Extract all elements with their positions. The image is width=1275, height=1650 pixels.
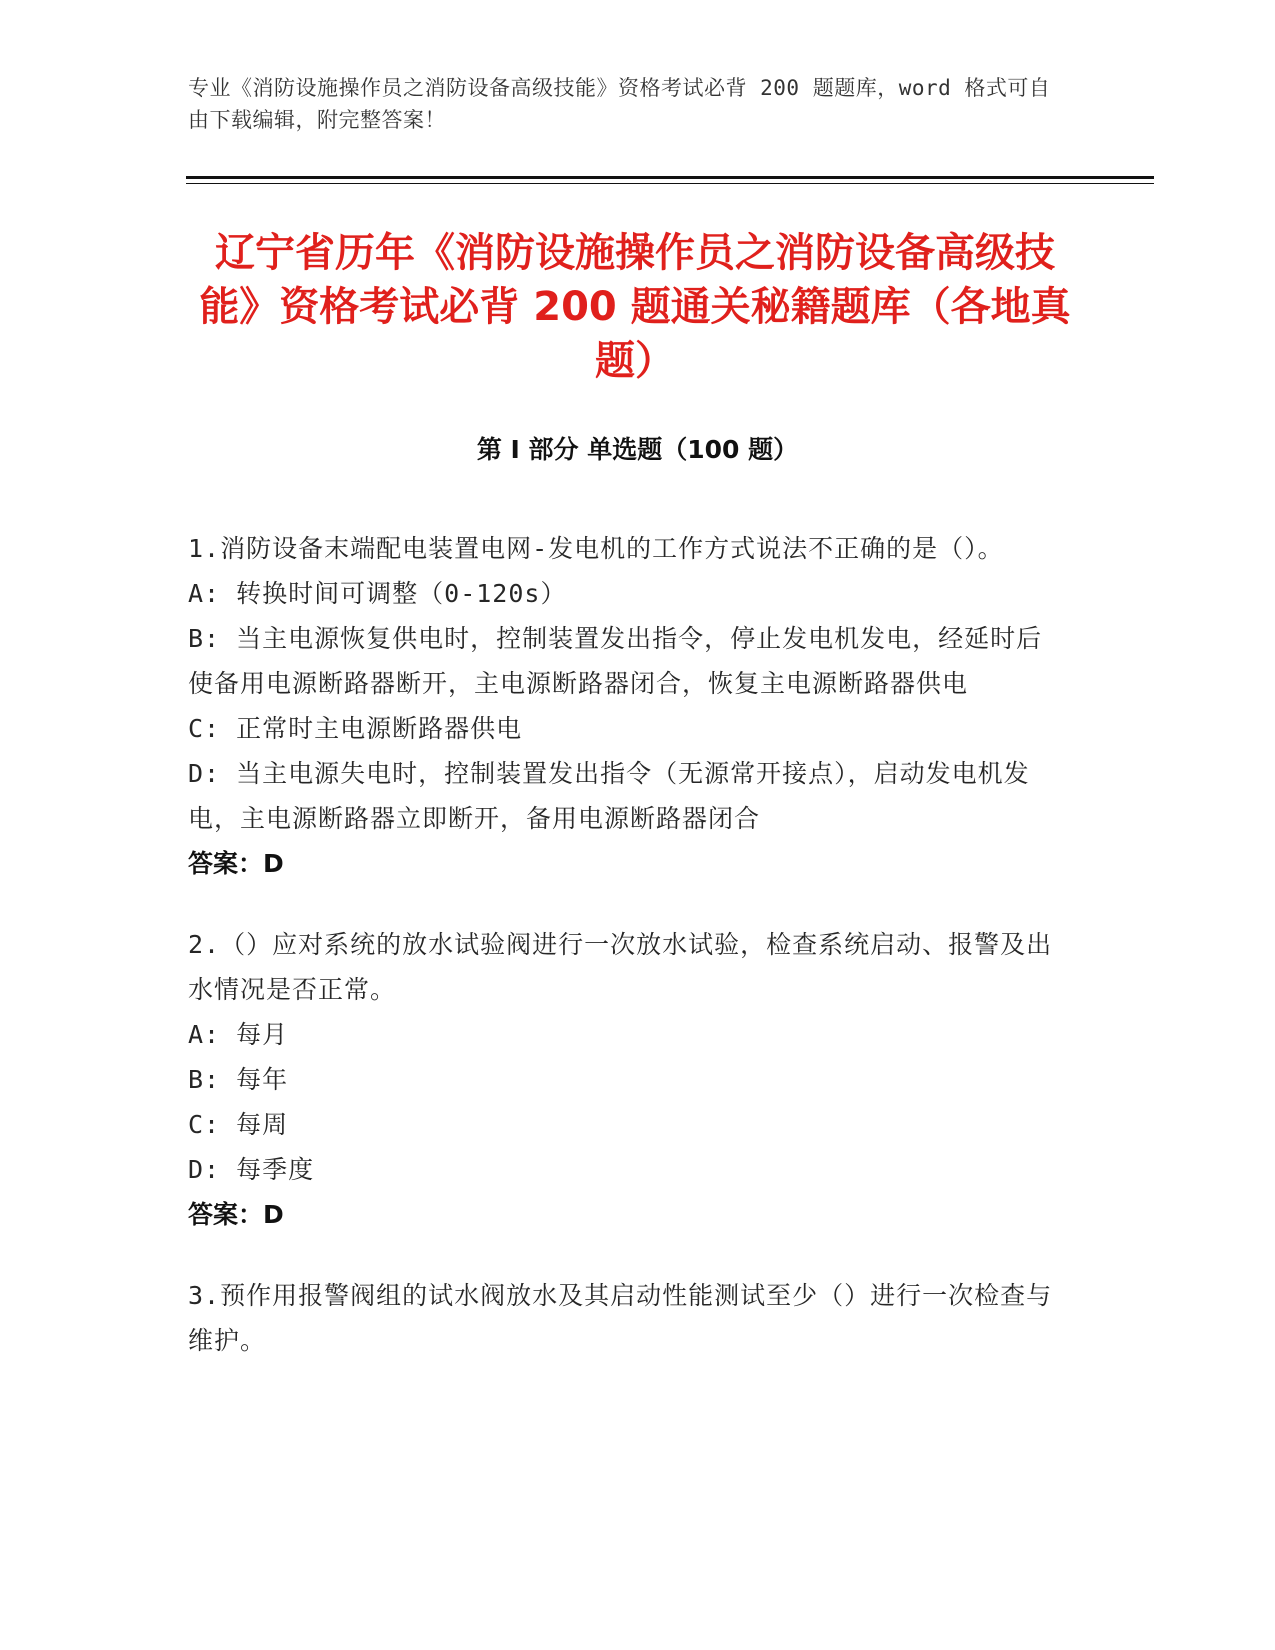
- option-d: D: 每季度: [188, 1155, 315, 1184]
- question-item: [188, 1273, 1068, 1363]
- option-b: B: 每年: [188, 1065, 289, 1094]
- option-c: C: 每周: [188, 1110, 289, 1139]
- question-item: [188, 526, 1068, 886]
- header-divider-thin: [186, 183, 1154, 184]
- question-stem: 1.消防设备末端配电装置电网-发电机的工作方式说法不正确的是（）。: [188, 534, 1004, 563]
- header-note: 专业《消防设施操作员之消防设备高级技能》资格考试必背 200 题题库，word 格式可自由下载编辑，附完整答案！: [188, 76, 1051, 132]
- option-b: B: 当主电源恢复供电时，控制装置发出指令，停止发电机发电，经延时后使备用电源断路器断开，主电源断路器闭合，恢复主电源断路器供电: [188, 624, 1043, 698]
- question-list: [188, 526, 1068, 1399]
- answer-line: 答案：D: [188, 1200, 284, 1229]
- question-item: [188, 922, 1068, 1237]
- option-a: A: 每月: [188, 1020, 289, 1049]
- question-stem: 2.（）应对系统的放水试验阀进行一次放水试验，检查系统启动、报警及出水情况是否正常。: [188, 930, 1053, 1004]
- option-a: A: 转换时间可调整（0-120s）: [188, 579, 567, 608]
- option-d: D: 当主电源失电时，控制装置发出指令（无源常开接点），启动发电机发电，主电源断路器立即断开，备用电源断路器闭合: [188, 759, 1030, 833]
- answer-line: 答案：D: [188, 849, 284, 878]
- header-divider-thick: [186, 176, 1154, 179]
- option-c: C: 正常时主电源断路器供电: [188, 714, 523, 743]
- question-stem: 3.预作用报警阀组的试水阀放水及其启动性能测试至少（）进行一次检查与维护。: [188, 1281, 1053, 1355]
- section-title: 第 I 部分 单选题（100 题）: [476, 435, 799, 464]
- document-title: 辽宁省历年《消防设施操作员之消防设备高级技能》资格考试必背 200 题通关秘籍题库（各地真题）: [199, 230, 1071, 384]
